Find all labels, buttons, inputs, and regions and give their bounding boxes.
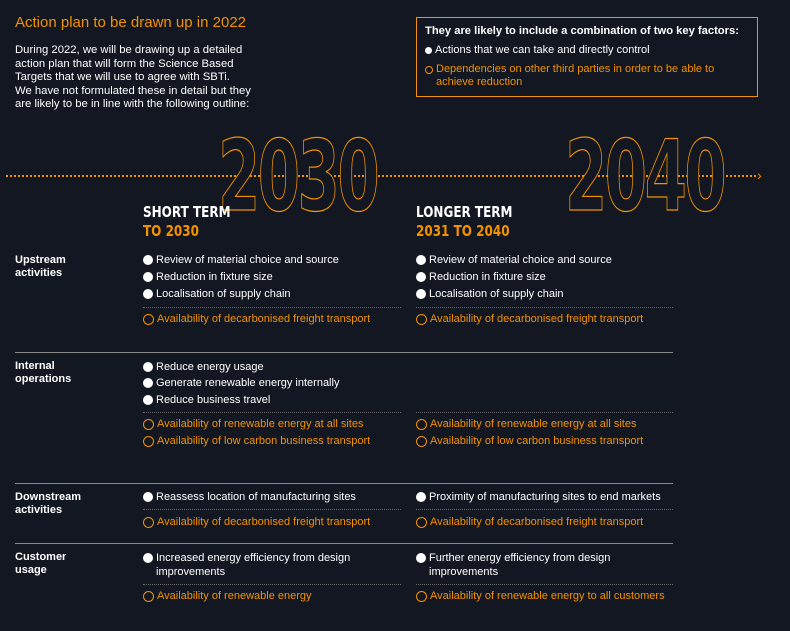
divider <box>143 509 401 510</box>
list-item <box>143 361 264 375</box>
list-item <box>143 435 370 449</box>
item-text: Availability of renewable energy at all sites <box>430 418 637 430</box>
row-label-upstream <box>15 254 125 280</box>
outline-circle-icon <box>416 436 427 447</box>
item-text: Reduce energy usage <box>156 361 264 373</box>
list-item <box>416 254 612 268</box>
filled-circle-icon <box>143 289 153 299</box>
intro-line: We have not formulated these in detail but they <box>15 84 251 97</box>
row-label-line: Upstream <box>15 254 66 266</box>
item-text-line: improvements <box>156 565 226 578</box>
list-item <box>143 288 291 302</box>
list-item <box>416 418 636 432</box>
item-text: Review of material choice and source <box>156 254 339 266</box>
item-text: Availability of renewable energy at all sites <box>157 418 364 430</box>
list-item <box>416 516 643 530</box>
item-text: Review of material choice and source <box>429 254 612 266</box>
year-2040: 2040 <box>565 120 725 234</box>
list-item <box>143 377 339 391</box>
divider <box>416 509 673 510</box>
item-text: Proximity of manufacturing sites to end markets <box>429 491 661 503</box>
divider <box>416 412 673 413</box>
row-label-line: activities <box>15 504 63 516</box>
filled-circle-icon <box>416 272 426 282</box>
item-text-line: Increased energy efficiency from design <box>156 552 351 564</box>
list-item <box>143 271 273 285</box>
row-label-downstream <box>15 491 125 517</box>
row-label-line: Downstream <box>15 491 82 503</box>
divider <box>143 584 401 585</box>
year-2030: 2030 <box>218 120 378 234</box>
list-item <box>143 394 270 408</box>
key-factors-heading: They are likely to include a combination of two key factors: <box>425 25 739 37</box>
outline-circle-icon <box>143 419 154 430</box>
item-text: Availability of low carbon business transport <box>157 435 371 447</box>
outline-circle-icon <box>416 314 427 325</box>
item-text: Availability of low carbon business transport <box>430 435 644 447</box>
row-label-line: operations <box>15 373 72 385</box>
list-item <box>143 552 350 579</box>
outline-circle-icon <box>416 517 427 528</box>
filled-circle-icon <box>416 289 426 299</box>
outline-circle-icon <box>143 436 154 447</box>
item-text: Availability of renewable energy <box>157 590 312 602</box>
filled-circle-icon <box>143 492 153 502</box>
list-item <box>143 418 363 432</box>
outline-circle-icon <box>416 591 427 602</box>
legend-control-label: Actions that we can take and directly control <box>435 44 650 56</box>
intro-line: Targets that we will use to agree with SBTi. <box>15 71 230 83</box>
filled-circle-icon <box>425 47 432 54</box>
key-factors-box <box>416 17 758 97</box>
outline-circle-icon <box>425 66 433 74</box>
item-text-line: Further energy efficiency from design <box>429 552 611 564</box>
list-item <box>143 313 370 327</box>
filled-circle-icon <box>143 272 153 282</box>
list-item <box>416 271 546 285</box>
item-text: Availability of decarbonised freight transport <box>157 516 371 528</box>
row-separator <box>15 352 673 353</box>
filled-circle-icon <box>416 492 426 502</box>
item-text: Reassess location of manufacturing sites <box>156 491 356 503</box>
filled-circle-icon <box>143 362 153 372</box>
list-item <box>416 313 643 327</box>
row-label-customer <box>15 551 125 577</box>
intro-line: action plan that will form the Science Based <box>15 57 234 70</box>
list-item <box>416 435 643 449</box>
list-item <box>416 288 564 302</box>
item-text: Availability of decarbonised freight transport <box>430 516 644 528</box>
row-label-internal <box>15 360 125 386</box>
divider <box>143 412 401 413</box>
item-text: Reduction in fixture size <box>429 271 546 283</box>
item-text: Availability of renewable energy to all customers <box>430 590 665 602</box>
list-item <box>143 516 370 530</box>
page-title: Action plan to be drawn up in 2022 <box>15 14 246 31</box>
short-term-line2: TO 2030 <box>143 222 199 240</box>
list-item <box>416 552 610 579</box>
chevron-right-icon: › <box>757 167 762 183</box>
row-separator <box>15 483 673 484</box>
row-separator <box>15 543 673 544</box>
filled-circle-icon <box>143 553 153 563</box>
intro-paragraph <box>15 44 265 112</box>
short-term-line1: SHORT TERM <box>143 203 231 221</box>
filled-circle-icon <box>143 395 153 405</box>
item-text: Availability of decarbonised freight transport <box>430 313 644 325</box>
divider <box>416 307 673 308</box>
divider <box>416 584 673 585</box>
item-text: Reduction in fixture size <box>156 271 273 283</box>
outline-circle-icon <box>416 419 427 430</box>
list-item <box>143 491 356 505</box>
intro-line: are likely to be in line with the following outline: <box>15 98 250 110</box>
divider <box>143 307 401 308</box>
long-term-line1: LONGER TERM <box>416 203 513 221</box>
row-label-line: usage <box>15 564 47 576</box>
row-label-line: Customer <box>15 551 67 563</box>
filled-circle-icon <box>416 255 426 265</box>
intro-line: During 2022, we will be drawing up a detailed <box>15 44 243 56</box>
list-item <box>416 491 661 505</box>
filled-circle-icon <box>416 553 426 563</box>
outline-circle-icon <box>143 517 154 528</box>
filled-circle-icon <box>143 255 153 265</box>
item-text: Localisation of supply chain <box>429 288 564 300</box>
long-term-heading <box>416 203 513 241</box>
item-text: Generate renewable energy internally <box>156 377 340 389</box>
item-text: Localisation of supply chain <box>156 288 291 300</box>
outline-circle-icon <box>143 314 154 325</box>
item-text <box>429 552 610 579</box>
item-text-line: improvements <box>429 565 499 578</box>
list-item <box>416 590 665 604</box>
list-item <box>143 590 312 604</box>
short-term-heading <box>143 203 231 241</box>
row-label-line: Internal <box>15 360 55 372</box>
item-text: Availability of decarbonised freight transport <box>157 313 371 325</box>
filled-circle-icon <box>143 378 153 388</box>
legend-dependencies-label: Dependencies on other third parties in order to be able to achieve reduction <box>436 63 715 88</box>
outline-circle-icon <box>143 591 154 602</box>
item-text: Reduce business travel <box>156 394 271 406</box>
long-term-line2: 2031 TO 2040 <box>416 222 510 240</box>
list-item <box>143 254 339 268</box>
item-text <box>156 552 350 579</box>
legend-dependencies <box>425 63 749 89</box>
legend-control <box>425 44 749 57</box>
row-label-line: activities <box>15 267 63 279</box>
